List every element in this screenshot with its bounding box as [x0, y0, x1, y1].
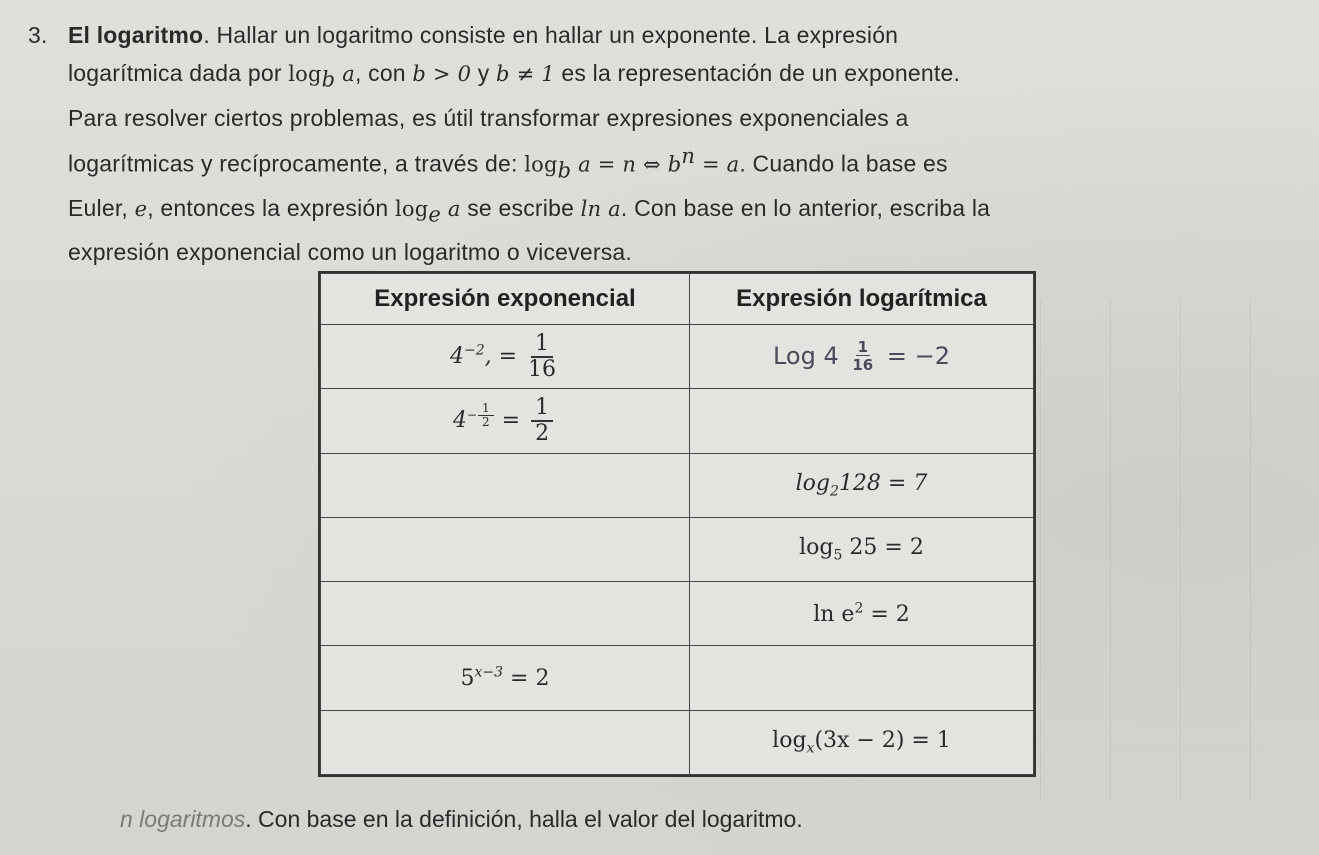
header-exponential: Expresión exponencial: [321, 274, 690, 325]
cell-exponential-empty[interactable]: [321, 517, 690, 581]
math-sup: n: [681, 143, 696, 168]
fraction: [531, 396, 553, 446]
math-var: = a: [695, 152, 740, 177]
math-var: a: [335, 62, 355, 86]
handwritten-answer: [772, 338, 951, 375]
text-segment: Euler,: [68, 194, 135, 221]
math-equals: , =: [484, 343, 518, 369]
math-ln: ln e: [813, 601, 855, 627]
cell-logarithmic[interactable]: [690, 710, 1034, 774]
table-row: [321, 582, 1034, 646]
problem-number: 3.: [28, 22, 48, 48]
header-logarithmic: Expresión logarítmica: [690, 274, 1034, 325]
math-sub: b: [321, 67, 336, 92]
math-ln: ln a: [580, 196, 621, 221]
math-exponent: −2: [463, 342, 485, 359]
hand-fraction: [852, 339, 873, 374]
numerator: 1: [857, 338, 869, 357]
problem-line-3: Para resolver ciertos problemas, es útil transformar expresiones exponenciales a: [68, 104, 909, 131]
bottom-text: . Con base en la definición, halla el valor del logaritmo.: [245, 806, 803, 832]
math-rest: 25 = 2: [842, 535, 924, 561]
log-expression: [813, 602, 910, 627]
cell-exponential[interactable]: [321, 646, 690, 710]
exercise-table: [318, 271, 1036, 777]
math-sub: e: [428, 202, 442, 227]
table-row: [321, 646, 1034, 710]
faded-text: n logaritmos: [120, 806, 246, 832]
problem-line-5: [28, 189, 1313, 234]
math-rest: 128 = 7: [838, 471, 928, 497]
text-segment: . Con base en lo anterior, escriba la: [620, 194, 991, 221]
cell-exponential[interactable]: [321, 325, 690, 389]
cell-exponential[interactable]: [321, 389, 690, 453]
math-equals: =: [501, 408, 521, 434]
math-log: log: [288, 62, 322, 86]
denominator: 16: [528, 356, 557, 382]
text-segment: y: [471, 60, 497, 86]
exp-numerator: 1: [478, 402, 494, 416]
math-var: a: [441, 196, 461, 221]
math-log: log: [799, 535, 834, 561]
problem-line-1: [28, 16, 1313, 54]
table-row: [321, 325, 1034, 389]
table-row: [321, 710, 1034, 774]
math-sub: x: [806, 740, 815, 757]
cell-logarithmic[interactable]: [690, 325, 1034, 389]
exp-expression: [449, 330, 560, 382]
math-log: log: [795, 471, 831, 497]
log-expression: [799, 535, 924, 564]
next-problem-fragment: [0, 806, 803, 833]
table-row: [321, 389, 1034, 453]
exp-expression: [461, 666, 550, 691]
cell-logarithmic[interactable]: [690, 453, 1034, 517]
table-header-row: [321, 274, 1034, 325]
math-log: log: [524, 152, 558, 177]
math-condition: b ≠ 1: [496, 62, 555, 86]
math-base: 5: [460, 666, 475, 692]
problem-title: El logaritmo: [68, 22, 204, 48]
text-segment: , con: [354, 60, 413, 86]
math-base: 4: [449, 343, 464, 369]
background-bleedthrough: [1040, 300, 1310, 800]
cell-logarithmic-empty[interactable]: [690, 646, 1034, 710]
cell-exponential-empty[interactable]: [321, 582, 690, 646]
log-expression: [795, 471, 928, 500]
numerator: 1: [531, 396, 553, 422]
hand-log: Log 4: [772, 341, 839, 370]
table-row: [321, 453, 1034, 517]
cell-exponential-empty[interactable]: [321, 453, 690, 517]
problem-text: . Hallar un logaritmo consiste en hallar un exponente. La expresión: [203, 22, 899, 48]
text-segment: logarítmicas y recíprocamente, a través de:: [68, 150, 525, 177]
math-log: log: [394, 196, 429, 221]
math-rest: (3x − 2) = 1: [814, 728, 951, 754]
math-equivalence: a = n ⇔ b: [571, 152, 682, 177]
denominator: 2: [535, 421, 550, 447]
math-base: 4: [452, 408, 467, 434]
math-sup: 2: [854, 600, 864, 617]
math-rest: = 2: [503, 666, 550, 692]
numerator: 1: [531, 332, 553, 358]
cell-exponential-empty[interactable]: [321, 710, 690, 774]
math-rest: = 2: [863, 601, 910, 627]
denominator: 16: [852, 356, 874, 375]
table-row: [321, 517, 1034, 581]
log-expression: [772, 728, 951, 757]
math-sub: 5: [833, 547, 843, 564]
problem-line-6: expresión exponencial como un logaritmo o viceversa.: [68, 239, 632, 266]
text-segment: logarítmica dada por: [68, 60, 289, 86]
exp-denominator: 2: [481, 414, 490, 429]
problem-line-2: [28, 54, 1313, 99]
text-segment: , entonces la expresión: [147, 194, 395, 221]
exp-expression: $4^{- \frac{1}{2}}$ = $\frac{1}{2}$: [453, 408, 557, 433]
hand-result: = −2: [886, 341, 951, 370]
fraction: [528, 332, 556, 382]
math-exponent: x−3: [474, 664, 504, 681]
math-sub: b: [557, 157, 572, 182]
text-segment: es la representación de un exponente.: [554, 60, 961, 86]
text-segment: se escribe: [460, 194, 581, 221]
problem-statement: [28, 16, 1313, 271]
problem-line-4: [28, 137, 1313, 189]
cell-logarithmic-empty[interactable]: [690, 389, 1034, 453]
text-segment: . Cuando la base es: [739, 150, 948, 177]
math-condition: b > 0: [412, 62, 472, 86]
math-sub: 2: [830, 483, 839, 500]
cell-logarithmic[interactable]: [690, 517, 1034, 581]
cell-logarithmic[interactable]: [690, 582, 1034, 646]
math-var: e: [134, 196, 148, 221]
math-log: log: [772, 728, 807, 754]
